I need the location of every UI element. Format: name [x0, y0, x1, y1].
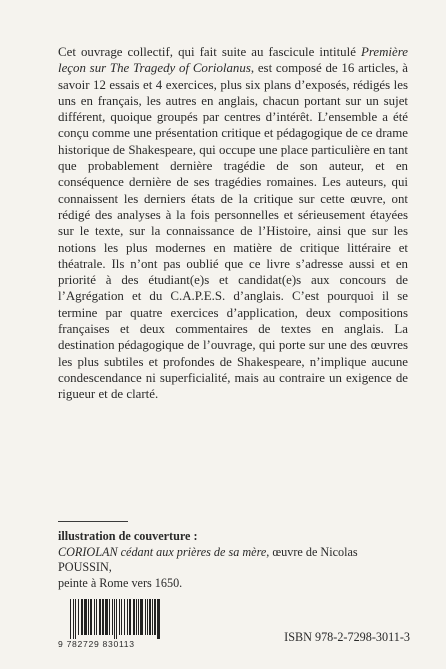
barcode-bar [129, 599, 131, 635]
barcode-bar [105, 599, 108, 635]
back-cover-summary [58, 44, 408, 403]
credit-artwork-title: CORIOLAN cédant aux prières de sa mère [58, 544, 267, 559]
barcode-bar [147, 599, 148, 635]
barcode-bar [81, 599, 83, 635]
summary-intro: Cet ouvrage collectif, qui fait suite au fascicule intitulé [58, 45, 361, 59]
barcode-bar [145, 599, 146, 635]
barcode-bar [84, 599, 87, 635]
barcode-bar [109, 599, 110, 635]
credit-date: peinte à Rome vers 1650. [58, 575, 183, 590]
barcode-bar [152, 599, 153, 635]
barcode-bar [140, 599, 143, 635]
barcode-bar [124, 599, 125, 635]
divider-line [58, 521, 128, 522]
barcode-bar [119, 599, 120, 635]
credit-artist: , œuvre de Nicolas POUSSIN, [58, 544, 358, 574]
credit-label: illustration de couverture : [58, 529, 198, 543]
barcode-bar [114, 599, 115, 639]
barcode-bar [78, 599, 79, 635]
summary-body: , est composé de 16 articles, à savoir 12 essais et 4 exercices, plus six plans d’exposés, rédigés les uns en français, les autres en anglais, chacun portant sur un sujet différent, quoique groupés par centres d’intérêt. L’ensemble a été conçu comme une présentation critique et pédagogique de ce drame historique de Shakespeare, qui occupe une place particulière en tant que probablement dernière tragédie de son auteur, et en conséquence dernière de ses tragédies romaines. Les auteurs, qui connaissent les derniers états de la critique sur cette œuvre, ont rédigé des analyses à la fois personnelles et sérieusement étayées sur le texte, sur la connaissance de l’Histoire, ainsi que sur les notions les plus modernes en matière de critique littéraire et théatrale. Ils n’ont pas oublié que ce livre s’adresse aussi et en priorité à des étudiant(e)s et candidat(e)s aux concours de l’Agrégation et du C.A.P.E.S. d’anglais. C’est pourquoi il se termine par quatre exercices d’application, deux compositions françaises et deux commentaires de textes en anglais. La destination pédagogique de l’ouvrage, qui porte sur une des œuvres les plus subtiles et profondes de Shakespeare, n’implique aucune condescendance ni superficialité, mais au contraire un exigence de rigueur et de clarté. [58, 61, 408, 402]
barcode-bar [127, 599, 128, 635]
barcode-bar [116, 599, 117, 639]
barcode [58, 599, 163, 651]
barcode-bar [154, 599, 156, 635]
barcode-bar [138, 599, 139, 635]
barcode-bar [121, 599, 122, 635]
barcode-bar [136, 599, 137, 635]
barcode-bar [149, 599, 151, 635]
summary-title-italic: Première leçon sur The Tragedy of Coriolanus [58, 45, 408, 76]
barcode-bar [157, 599, 160, 639]
isbn-number: ISBN 978-2-7298-3011-3 [284, 630, 410, 644]
barcode-bars [68, 599, 163, 639]
barcode-bar [75, 599, 76, 639]
barcode-bar [112, 599, 113, 635]
barcode-bar [99, 599, 101, 635]
barcode-bar [94, 599, 95, 635]
barcode-bar [88, 599, 89, 635]
barcode-digits: 9 782729 830113 [58, 639, 135, 649]
barcode-bar [102, 599, 104, 635]
barcode-bar [90, 599, 92, 635]
cover-illustration-credit [58, 529, 388, 591]
barcode-bar [70, 599, 71, 639]
barcode-bar [96, 599, 97, 635]
barcode-bar [133, 599, 135, 635]
barcode-bar [73, 599, 74, 639]
